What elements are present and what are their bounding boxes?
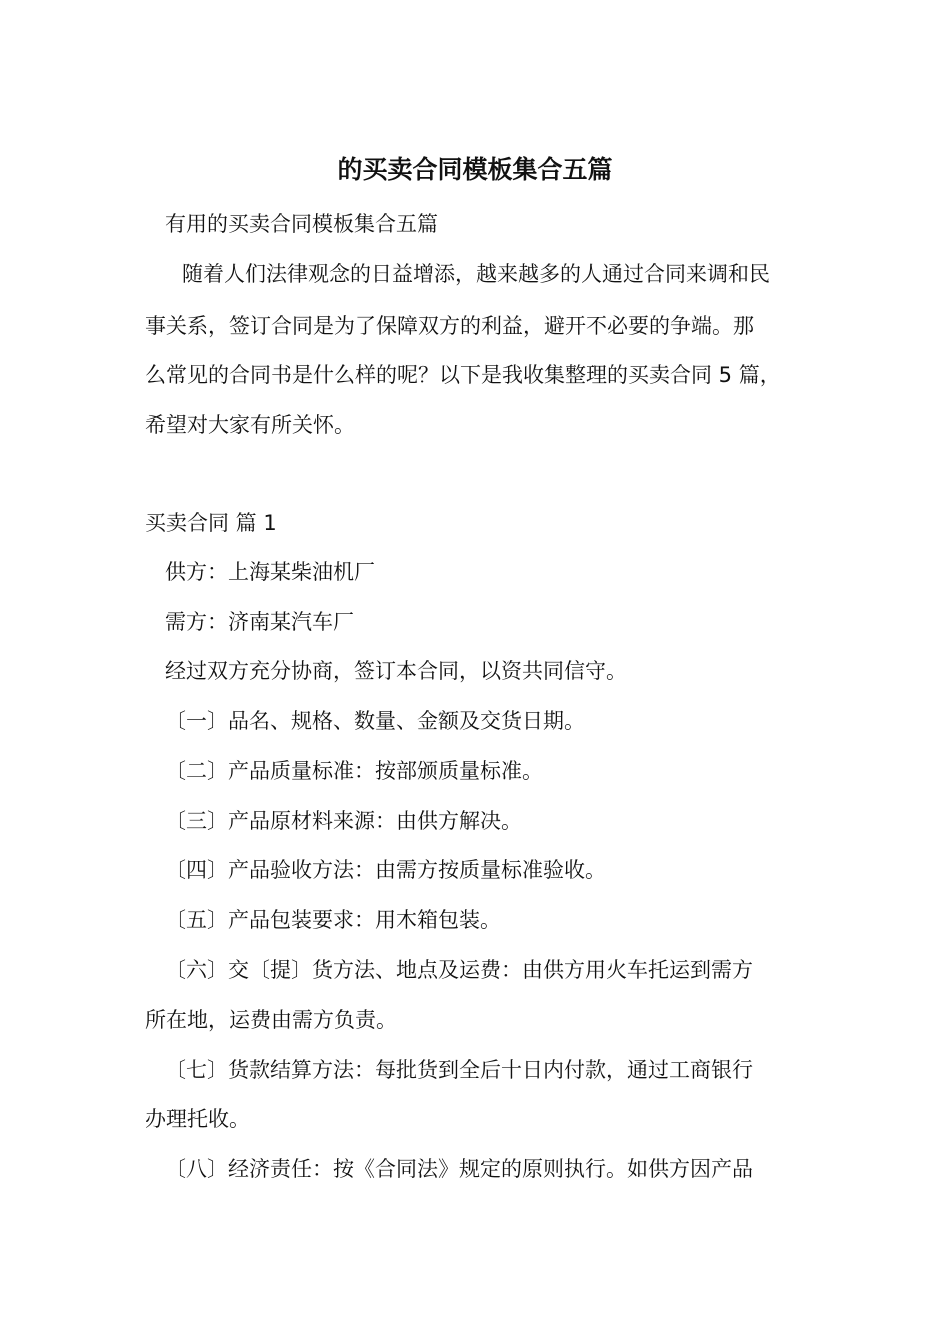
agreement-line: 经过双方充分协商，签订本合同，以资共同信守。 xyxy=(165,659,627,683)
clause-line: 〔一〕品名、规格、数量、金额及交货日期。 xyxy=(165,709,585,733)
clause-line: 〔二〕产品质量标准：按部颁质量标准。 xyxy=(165,759,543,783)
clause-line: 〔三〕产品原材料来源：由供方解决。 xyxy=(165,809,522,833)
clause-line: 〔六〕交〔提〕货方法、地点及运费：由供方用火车托运到需方 xyxy=(165,958,753,982)
buyer-line: 需方：济南某汽车厂 xyxy=(165,610,354,634)
intro-line-1: 随着人们法律观念的日益增添，越来越多的人通过合同来调和民 xyxy=(182,262,770,286)
clause-line: 办理托收。 xyxy=(145,1107,250,1131)
section-heading: 买卖合同 篇 1 xyxy=(145,511,277,535)
clause-line: 所在地，运费由需方负责。 xyxy=(145,1008,397,1032)
document-title: 的买卖合同模板集合五篇 xyxy=(337,155,613,184)
clause-line: 〔七〕货款结算方法：每批货到全后十日内付款，通过工商银行 xyxy=(165,1058,753,1082)
intro-line-4: 希望对大家有所关怀。 xyxy=(145,413,355,437)
supplier-line: 供方：上海某柴油机厂 xyxy=(165,560,375,584)
clause-line: 〔五〕产品包装要求：用木箱包装。 xyxy=(165,908,501,932)
clause-line: 〔八〕经济责任：按《合同法》规定的原则执行。如供方因产品 xyxy=(165,1157,753,1181)
intro-line-3: 么常见的合同书是什么样的呢？以下是我收集整理的买卖合同 5 篇， xyxy=(145,363,781,387)
intro-line-2: 事关系，签订合同是为了保障双方的利益，避开不必要的争端。那 xyxy=(145,314,754,338)
document-subtitle: 有用的买卖合同模板集合五篇 xyxy=(165,212,438,236)
clause-line: 〔四〕产品验收方法：由需方按质量标准验收。 xyxy=(165,858,606,882)
